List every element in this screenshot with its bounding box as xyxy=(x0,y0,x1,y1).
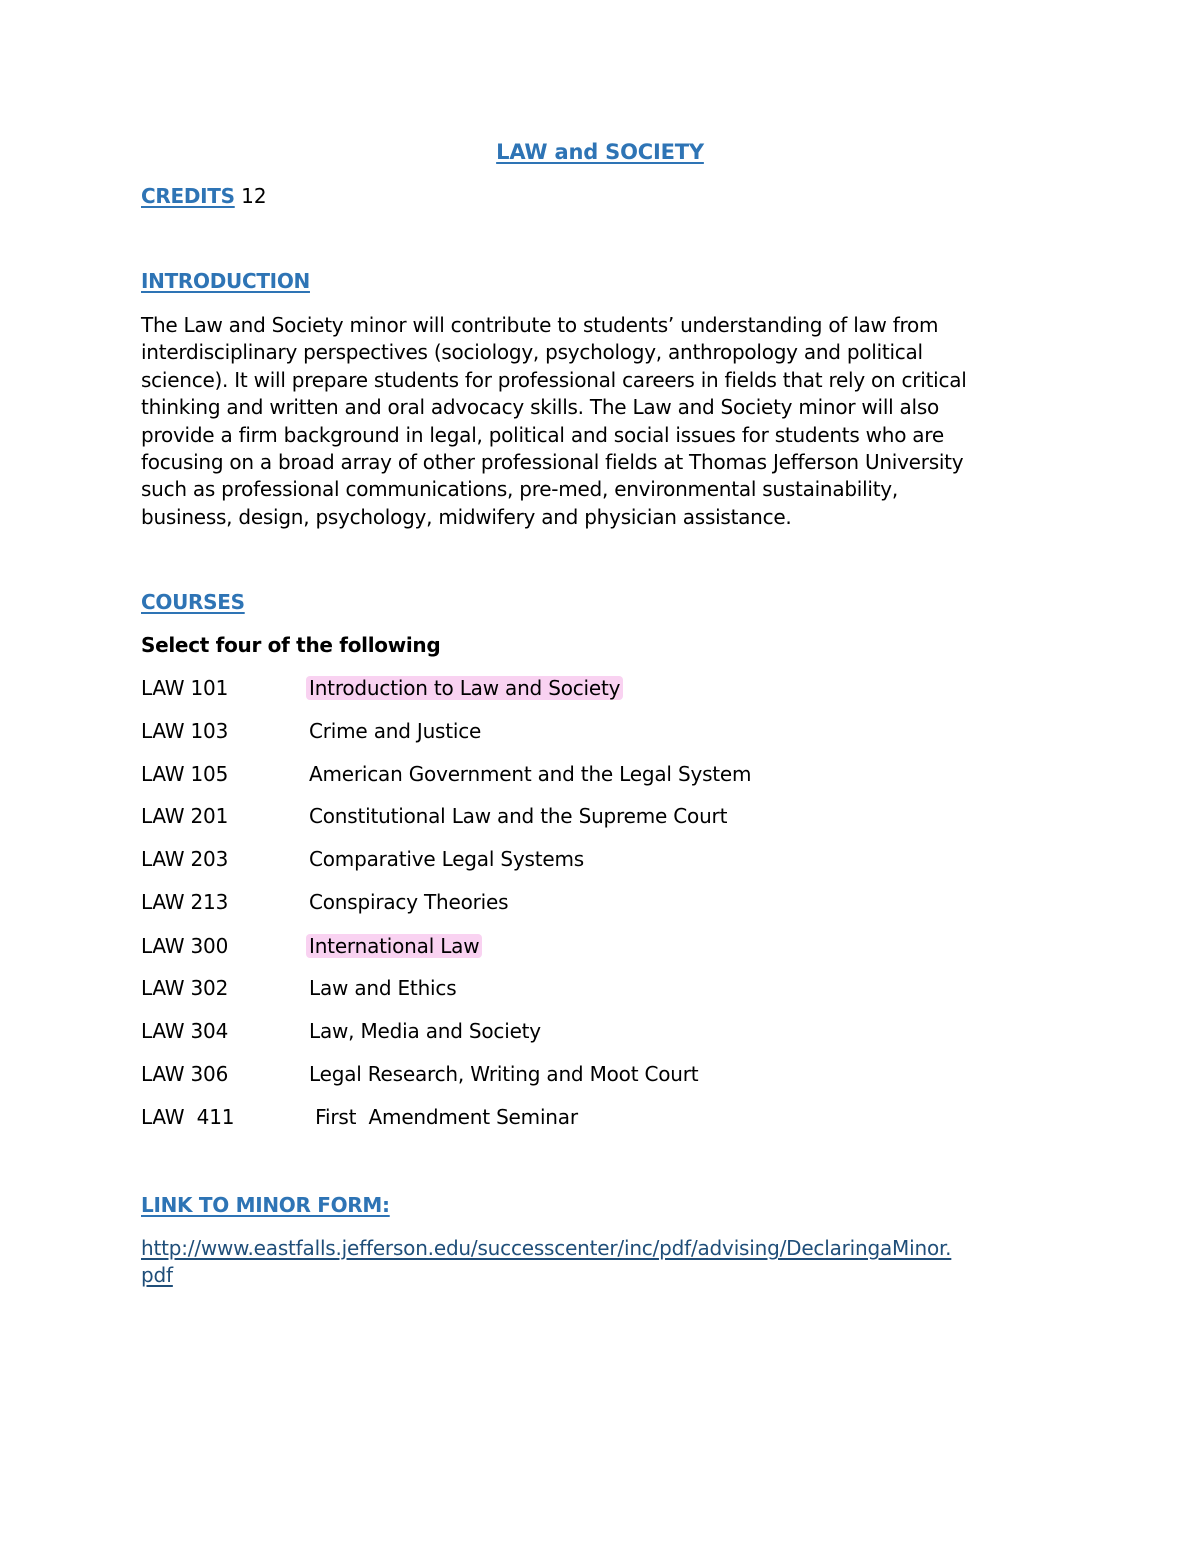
course-name: First Amendment Seminar xyxy=(309,1105,578,1129)
course-code: LAW 105 xyxy=(141,762,229,786)
intro-line: such as professional communications, pre-med, environmental sustainability, xyxy=(141,477,898,502)
course-name: Conspiracy Theories xyxy=(309,890,509,914)
course-name: International Law xyxy=(306,934,482,958)
course-code: LAW 203 xyxy=(141,847,229,871)
course-name: Law, Media and Society xyxy=(309,1019,541,1043)
intro-line: science). It will prepare students for professional careers in fields that rely on critical xyxy=(141,367,967,392)
minor-form-link-line[interactable]: pdf xyxy=(141,1263,173,1287)
minor-form-link-line[interactable]: http://www.eastfalls.jefferson.edu/successcenter/inc/pdf/advising/DeclaringaMinor. xyxy=(141,1236,952,1260)
courses-heading: COURSES xyxy=(141,590,245,614)
course-name: Introduction to Law and Society xyxy=(306,676,623,700)
introduction-paragraph xyxy=(141,312,1071,531)
course-name: Constitutional Law and the Supreme Court xyxy=(309,804,728,828)
course-code: LAW 213 xyxy=(141,890,229,914)
intro-line: thinking and written and oral advocacy skills. The Law and Society minor will also xyxy=(141,395,940,420)
course-code: LAW 103 xyxy=(141,719,229,743)
course-code: LAW 411 xyxy=(141,1105,235,1129)
course-name: Law and Ethics xyxy=(309,976,457,1000)
intro-line: focusing on a broad array of other professional fields at Thomas Jefferson University xyxy=(141,450,964,475)
course-code: LAW 306 xyxy=(141,1062,229,1086)
course-name: American Government and the Legal System xyxy=(309,762,752,786)
course-code: LAW 101 xyxy=(141,676,229,700)
intro-line: provide a firm background in legal, political and social issues for students who are xyxy=(141,422,944,447)
credits-value: 12 xyxy=(241,184,267,208)
course-name: Comparative Legal Systems xyxy=(309,847,584,871)
intro-line: business, design, psychology, midwifery and physician assistance. xyxy=(141,504,792,529)
course-code: LAW 201 xyxy=(141,804,229,828)
intro-line: interdisciplinary perspectives (sociology, psychology, anthropology and political xyxy=(141,340,923,365)
introduction-heading: INTRODUCTION xyxy=(141,269,310,293)
minor-form-link[interactable] xyxy=(141,1235,1071,1289)
credits-row xyxy=(141,184,267,208)
course-name: Legal Research, Writing and Moot Court xyxy=(309,1062,699,1086)
course-code: LAW 302 xyxy=(141,976,229,1000)
course-name: Crime and Justice xyxy=(309,719,482,743)
minor-form-heading: LINK TO MINOR FORM: xyxy=(141,1193,390,1217)
courses-instruction: Select four of the following xyxy=(141,633,441,657)
credits-heading: CREDITS xyxy=(141,184,235,208)
course-code: LAW 304 xyxy=(141,1019,229,1043)
page-title: LAW and SOCIETY xyxy=(496,140,704,164)
course-code: LAW 300 xyxy=(141,934,229,958)
intro-line: The Law and Society minor will contribute to students’ understanding of law from xyxy=(141,313,939,337)
